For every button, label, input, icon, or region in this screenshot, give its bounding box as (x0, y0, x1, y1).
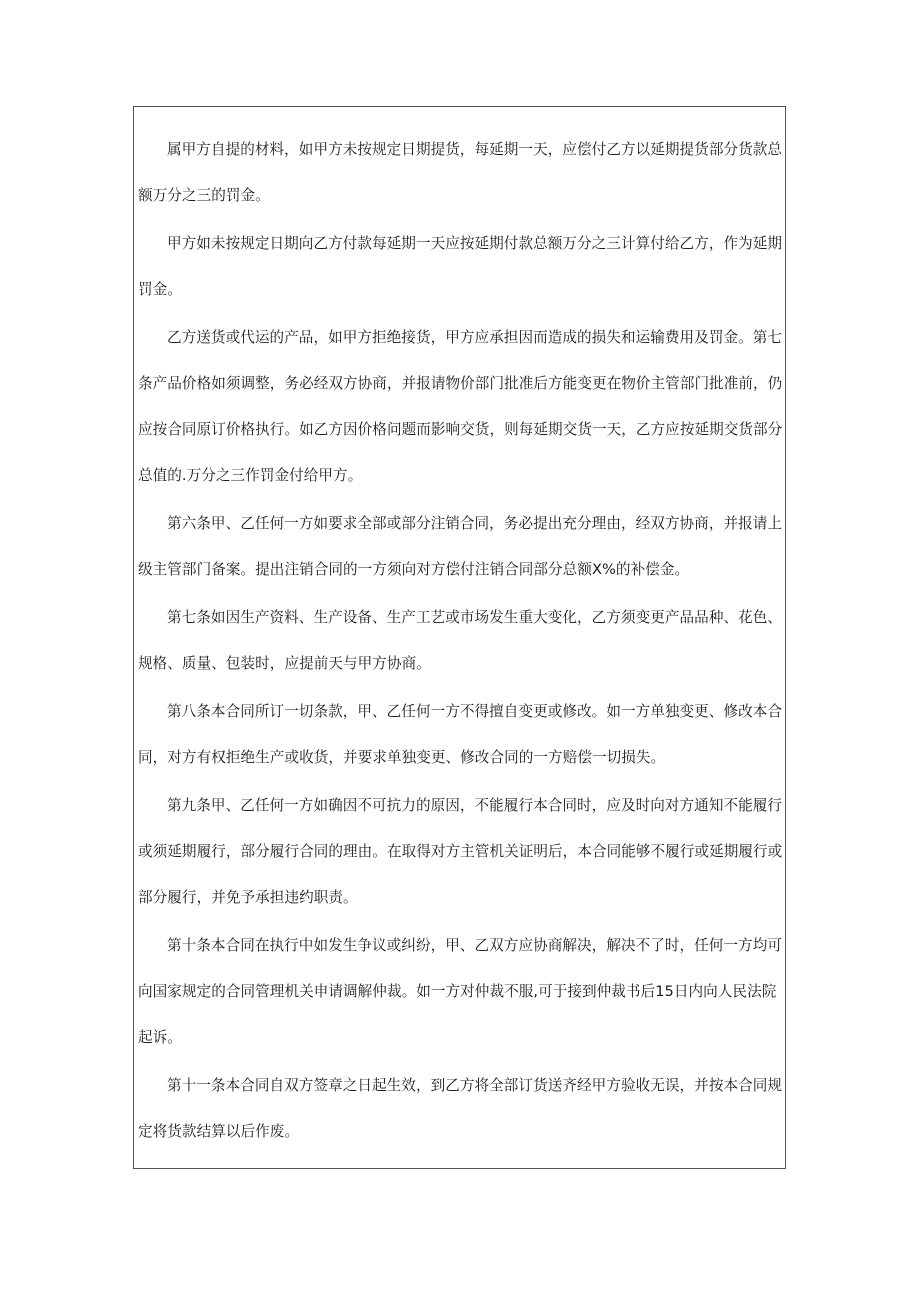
paragraph-article-10-disputes: 第十条本合同在执行中如发生争议或纠纷，甲、乙双方应协商解决，解决不了时，任何一方均可向国家规定的合同管理机关申请调解仲裁。如一方对仲裁不服,可于接到仲裁书后15日内向人民法院起诉。 (138, 937, 783, 1046)
paragraph-article-7-product-change: 第七条如因生产资料、生产设备、生产工艺或市场发生重大变化，乙方须变更产品品种、花色、规格、质量、包装时，应提前天与甲方协商。 (138, 609, 783, 672)
paragraph-article-6-cancellation: 第六条甲、乙任何一方如要求全部或部分注销合同，务必提出充分理由，经双方协商，并报请上级主管部门备案。提出注销合同的一方须向对方偿付注销合同部分总额X%的补偿金。 (138, 515, 783, 578)
paragraph-late-pickup-penalty: 属甲方自提的材料，如甲方未按规定日期提货，每延期一天，应偿付乙方以延期提货部分货款总额万分之三的罚金。 (138, 141, 783, 204)
document-frame (133, 106, 786, 1169)
document-body (134, 127, 785, 1155)
paragraph-article-11-effectiveness: 第十一条本合同自双方签章之日起生效，到乙方将全部订货送齐经甲方验收无误，并按本合同规定将货款结算以后作废。 (138, 1077, 783, 1140)
paragraph-article-9-force-majeure: 第九条甲、乙任何一方如确因不可抗力的原因，不能履行本合同时，应及时向对方通知不能履行或须延期履行，部分履行合同的理由。在取得对方主管机关证明后，本合同能够不履行或延期履行或部分履行，并免予承担违约职责。 (138, 797, 783, 906)
paragraph-late-payment-penalty: 甲方如未按规定日期向乙方付款每延期一天应按延期付款总额万分之三计算付给乙方，作为延期罚金。 (138, 235, 783, 298)
paragraph-rejected-delivery-and-price-adjustment: 乙方送货或代运的产品，如甲方拒绝接货，甲方应承担因而造成的损失和运输费用及罚金。第七条产品价格如须调整，务必经双方协商，并报请物价部门批准后方能变更在物价主管部门批准前，仍应按合同原订价格执行。如乙方因价格问题而影响交货，则每延期交货一天，乙方应按延期交货部分总值的.万分之三作罚金付给甲方。 (138, 329, 783, 484)
paragraph-article-8-no-unilateral-change: 第八条本合同所订一切条款，甲、乙任何一方不得擅自变更或修改。如一方单独变更、修改本合同，对方有权拒绝生产或收货，并要求单独变更、修改合同的一方赔偿一切损失。 (138, 703, 783, 766)
